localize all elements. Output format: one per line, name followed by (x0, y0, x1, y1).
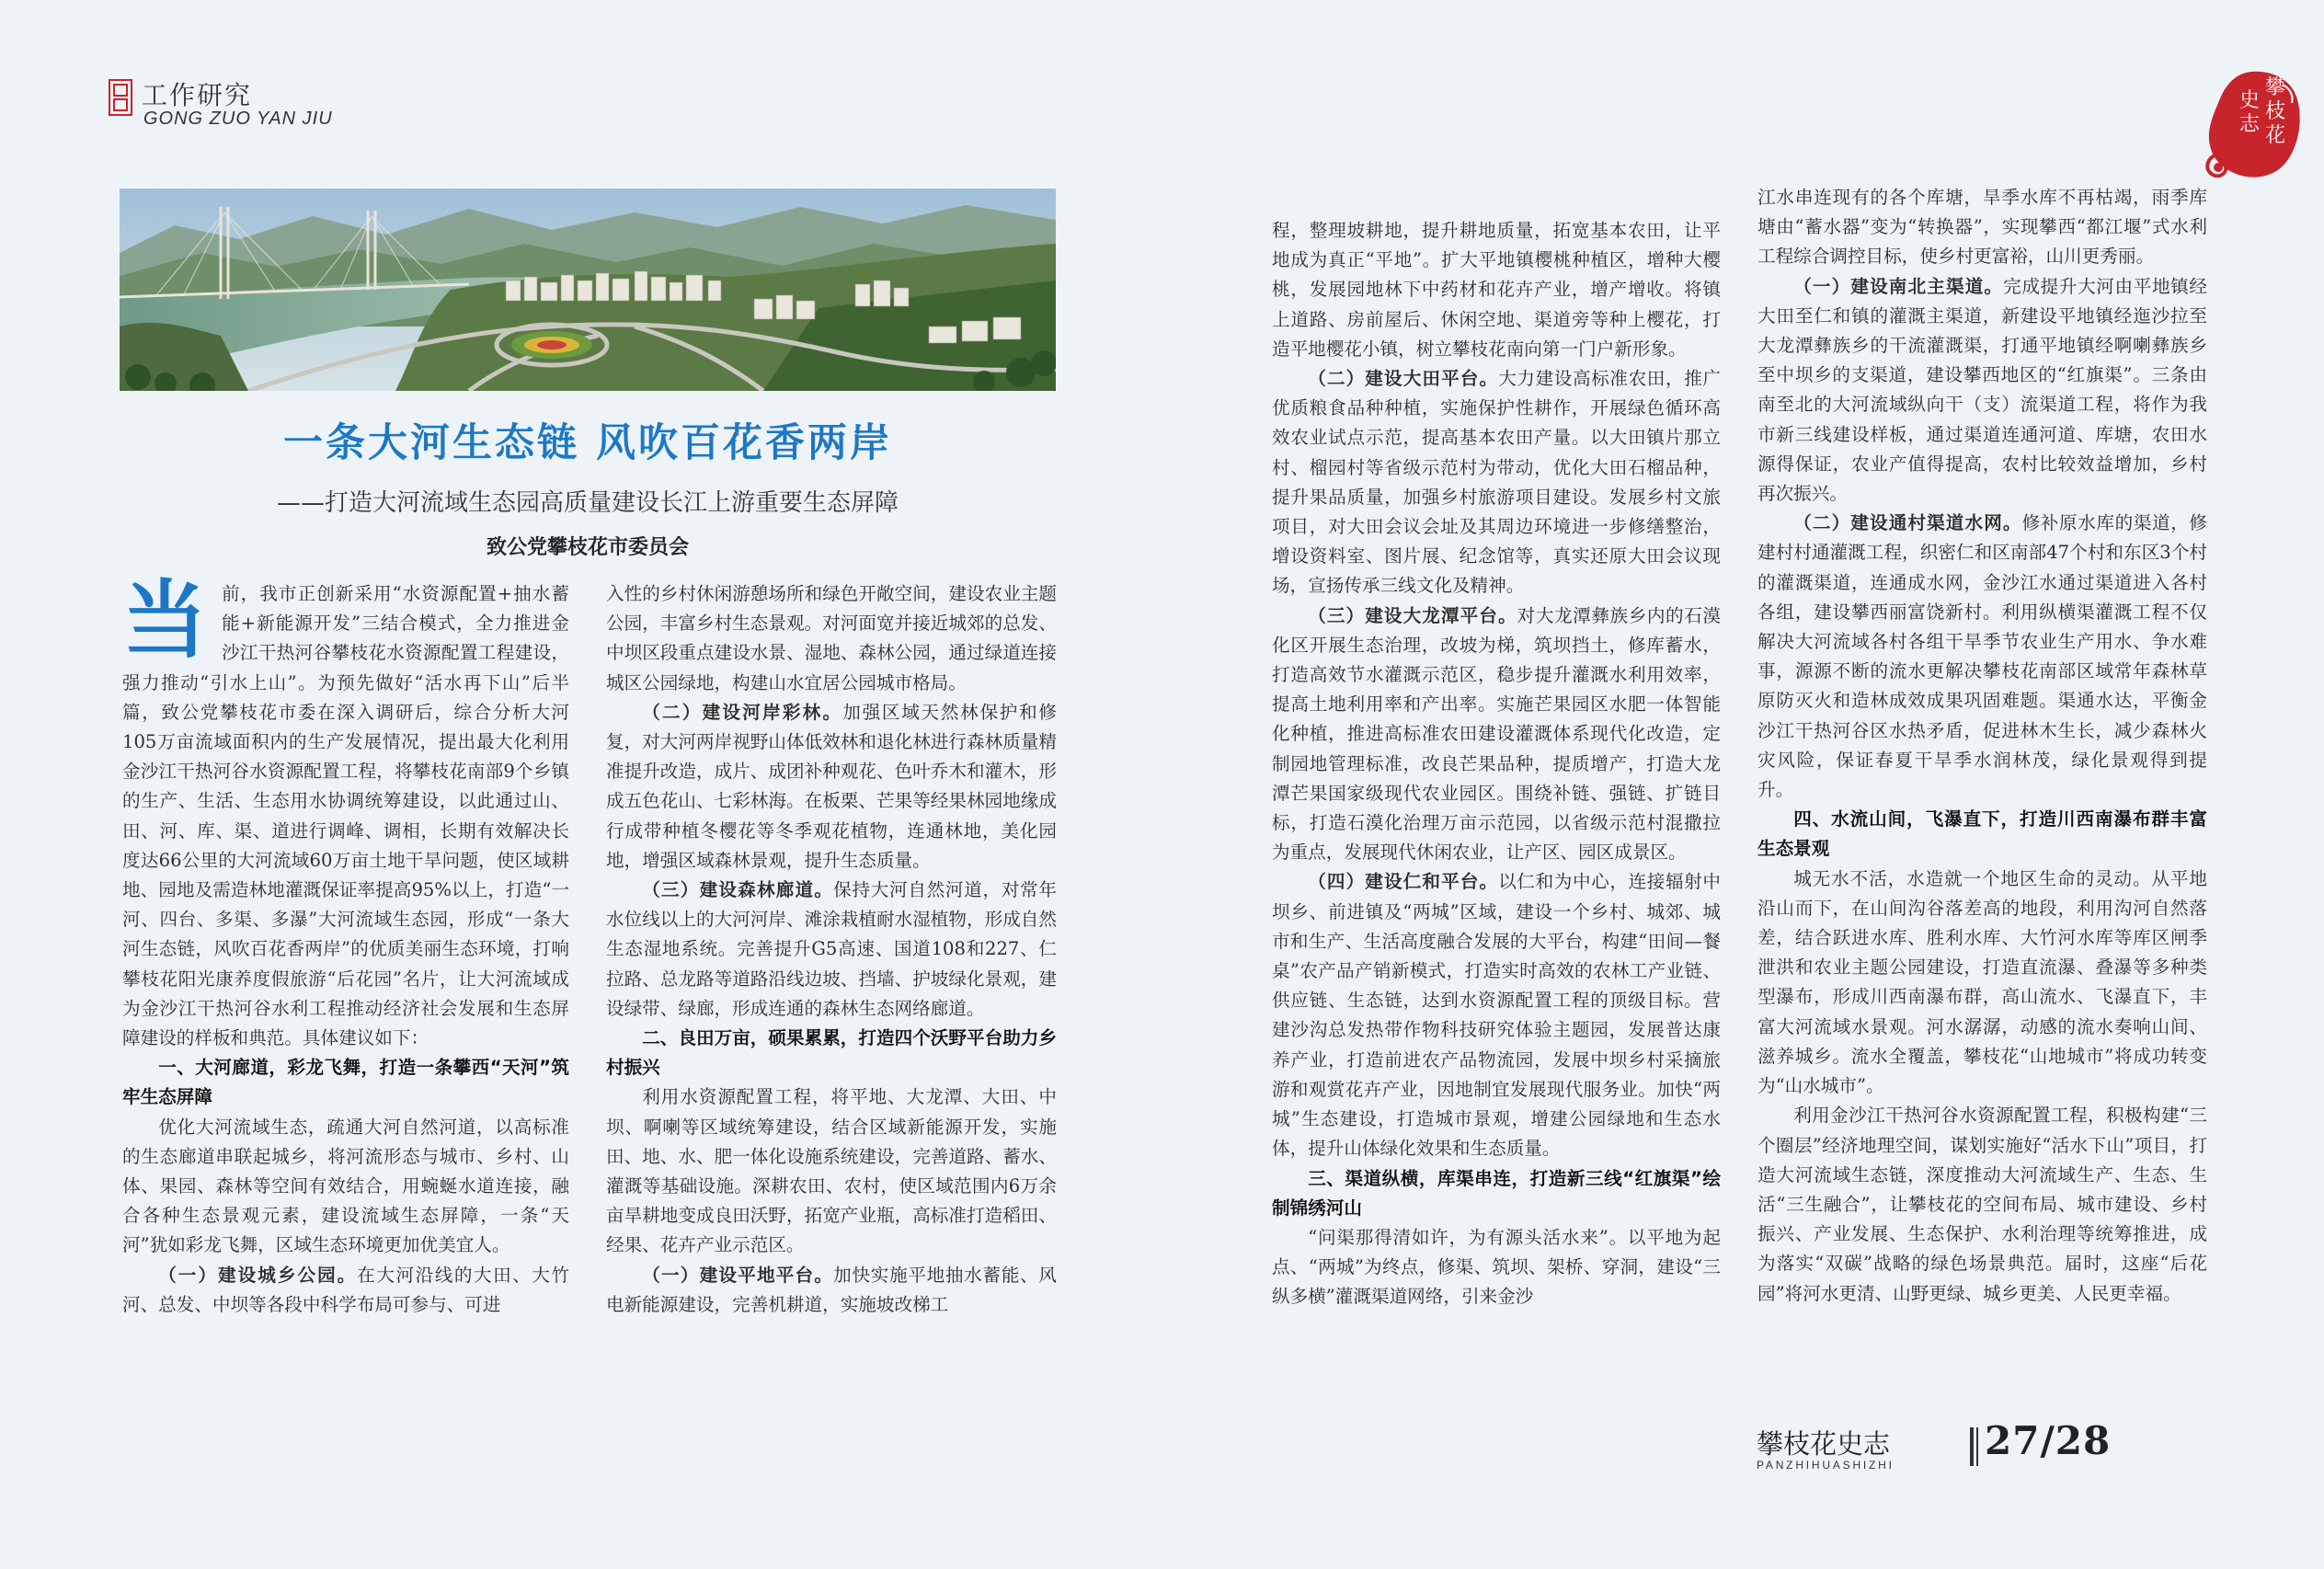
text-column-2 (606, 579, 1057, 1320)
section-heading: 二、良田万亩，硕果累累，打造四个沃野平台助力乡村振兴 (606, 1027, 1057, 1079)
paragraph: （四）建设仁和平台。以仁和为中心，连接辐射中坝乡、前进镇及“两城”区域，建设一个乡村、城郊、城市和生产、生活高度融合发展的大平台，构建“田间—餐桌”农产品产销新模式，打造实时高效的农林工产业链、供应链、生态链，达到水资源配置工程的顶级目标。营建沙沟总发热带作物科技研究体验主题园，发展普达康养产业，打造前进农产品物流园，发展中坝乡村采摘旅游和观赏花卉产业，因地制宜发展现代服务业。加快“两城”生态建设，打造城市景观，增建公园绿地和生态水体，提升山体绿化效果和生态质量。 (1272, 871, 1722, 1160)
article-subtitle: ——打造大河流域生态园高质量建设长江上游重要生态屏障 (276, 489, 899, 517)
section-heading: 三、渠道纵横，库渠串连，打造新三线“红旗渠”绘制锦绣河山 (1272, 1167, 1721, 1219)
footer-divider (1970, 1427, 1974, 1466)
section-marker-icon (109, 79, 132, 116)
paragraph: （一）建设城乡公园。在大河沿线的大田、大竹河、总发、中坝等各段中科学布局可参与、可进 (122, 1264, 569, 1315)
article-author: 致公党攀枝花市委员会 (486, 536, 689, 559)
section-pinyin: GONG ZUO YAN JIU (143, 109, 333, 129)
section-heading: 一、大河廊道，彩龙飞舞，打造一条攀西“天河”筑牢生态屏障 (122, 1057, 569, 1108)
paragraph: （二）建设通村渠道水网。修补原水库的渠道，修建村村通灌溉工程，织密仁和区南部47个村和东区3个村的灌溉渠道，连通成水网，金沙江水通过渠道进入各村各组，建设攀西丽富饶新村。利用纵横渠灌溉工程不仅解决大河流域各村各组干旱季节农业生产用水、争水难事，源源不断的流水更解决攀枝花南部区域常年森林草原防灭火和造林成效成果巩固难题。渠通水达，平衡金沙江干热河谷区水热矛盾，促进林木生长，减少森林火灾风险，保证春夏干旱季水润林茂，绿化景观得到提升。 (1757, 512, 2208, 801)
drop-cap: 当 (122, 571, 208, 670)
text-column-4 (1757, 183, 2207, 1309)
subsection-label: （二）建设大田平台。 (1308, 368, 1499, 390)
subsection-label: （一）建设城乡公园。 (158, 1264, 358, 1286)
subsection-label: （三）建设大龙潭平台。 (1308, 604, 1517, 626)
journal-name: 攀枝花史志 (1757, 1428, 1891, 1460)
paragraph: （二）建设大田平台。大力建设高标准农田，推广优质粮食品种种植，实施保护性耕作，开展绿色循环高效农业试点示范，提高基本农田产量。以大田镇片那立村、榴园村等省级示范村为带动，优化大田石榴品种，提升果品质量，加强乡村旅游项目建设。发展乡村文旅项目，对大田会议会址及其周边环境进一步修缮整治，增设资料室、图片展、纪念馆等，真实还原大田会议现场，宣扬传承三线文化及精神。 (1272, 368, 1722, 597)
paragraph: 江水串连现有的各个库塘，旱季水库不再枯竭，雨季库塘由“蓄水器”变为“转换器”，实现攀西“都江堰”式水利工程综合调控目标，使乡村更富裕，山川更秀丽。 (1757, 187, 2207, 268)
article-title: 一条大河生态链 风吹百花香两岸 (283, 420, 892, 466)
paragraph: 利用水资源配置工程，将平地、大龙潭、大田、中坝、啊喇等区域统筹建设，结合区域新能源开发，实施田、地、水、肥一体化设施系统建设，完善道路、蓄水、灌溉等基础设施。深耕农田、农村，使区域范围内6万余亩旱耕地变成良田沃野，拓宽产业瓶，高标准打造稻田、经果、花卉产业示范区。 (606, 1086, 1057, 1256)
paragraph: （三）建设大龙潭平台。对大龙潭彝族乡内的石漠化区开展生态治理，改坡为梯，筑坝挡土，修库蓄水，打造高效节水灌溉示范区，稳步提升灌溉水利用效率，提高土地利用率和产出率。实施芒果园区水肥一体智能化种植，推进高标准农田建设灌溉体系现代化改造，定制园地管理标准，改良芒果品种，提质增产，打造大龙潭芒果国家级现代农业园区。围绕补链、强链、扩链目标，打造石漠化治理万亩示范园，以省级示范村混撒拉为重点，发展现代休闲农业，让产区、园区成景区。 (1272, 604, 1722, 864)
journal-pinyin: PANZHIHUASHIZHI (1757, 1459, 1895, 1472)
page-numbers: 27/28 (1985, 1418, 2112, 1463)
subsection-label: （四）建设仁和平台。 (1308, 871, 1499, 893)
paragraph: （三）建设森林廊道。保持大河自然河道，对常年水位线以上的大河河岸、滩涂栽植耐水湿植物，形成自然生态湿地系统。完善提升G5高速、国道108和227、仁拉路、总龙路等道路沿线边坡、挡墙、护坡绿化景观，建设绿带、绿廊，形成连通的森林生态网络廊道。 (606, 879, 1058, 1019)
section-heading: 四、水流山间，飞瀑直下，打造川西南瀑布群丰富生态景观 (1757, 808, 2207, 860)
subsection-label: （一）建设平地平台。 (642, 1264, 834, 1286)
section-title: 工作研究 (142, 80, 253, 110)
subsection-label: （三）建设森林廊道。 (642, 879, 834, 901)
paragraph: 程，整理坡耕地，提升耕地质量，拓宽基本农田，让平地成为真正“平地”。扩大平地镇樱桃种植区，增种大樱桃，发展园地林下中药材和花卉产业，增产增收。将镇上道路、房前屋后、休闲空地、渠道旁等种上樱花，打造平地樱花小镇，树立攀枝花南向第一门户新形象。 (1272, 220, 1721, 360)
paragraph: 利用金沙江干热河谷水资源配置工程，积极构建“三个圈层”经济地理空间，谋划实施好“活水下山”项目，打造大河流域生态链，深度推动大河流域生产、生态、生活“三生融合”，让攀枝花的空间布局、城市建设、乡村振兴、产业发展、生态保护、水利治理等统筹推进，成为落实“双碳”战略的绿色场景典范。届时，这座“后花园”将河水更清、山野更绿、城乡更美、人民更幸福。 (1757, 1105, 2207, 1304)
paragraph: （一）建设南北主渠道。完成提升大河由平地镇经大田至仁和镇的灌溉主渠道，新建设平地镇经迤沙拉至大龙潭彝族乡的干流灌溉渠，打通平地镇经啊喇彝族乡至中坝乡的支渠道，建设攀西地区的“红旗渠”。三条由南至北的大河流域纵向干（支）流渠道工程，将作为我市新三线建设样板，通过渠道连通河道、库塘，农田水源得保证，农业产值得提高，农村比较效益增加，乡村再次振兴。 (1757, 275, 2208, 505)
paragraph: 城无水不活，水造就一个地区生命的灵动。从平地沿山而下，在山间沟谷落差高的地段，利用沟河自然落差，结合跃进水库、胜利水库、大竹河水库等库区闸季泄洪和农业主题公园建设，打造直流瀑、叠瀑等多种类型瀑布，形成川西南瀑布群，高山流水、飞瀑直下，丰富大河流域水景观。河水潺潺，动感的流水奏响山间、滋养城乡。流水全覆盖，攀枝花“山地城市”将成功转变为“山水城市”。 (1757, 867, 2207, 1097)
subsection-label: （二）建设通村渠道水网。 (1793, 512, 2022, 534)
paragraph: （一）建设平地平台。加快实施平地抽水蓄能、风电新能源建设，完善机耕道，实施坡改梯工 (606, 1264, 1058, 1315)
svg-text:攀: 攀 (2264, 76, 2286, 99)
journal-seal-logo (2198, 66, 2305, 184)
paragraph: 优化大河流域生态，疏通大河自然河道，以高标准的生态廊道串联起城乡，将河流形态与城市、乡村、山体、果园、森林等空间有效结合，用蜿蜒水道连接，融合各种生态景观元素，建设流域生态屏障，一条“天河”犹如彩龙飞舞，区域生态环境更加优美宜人。 (122, 1116, 569, 1256)
paragraph: （二）建设河岸彩林。加强区域天然林保护和修复，对大河两岸视野山体低效林和退化林进行森林质量精准提升改造，成片、成团补种观花、色叶乔木和灌木，形成五色花山、七彩林海。在板栗、芒果等经果林园地缘成行成带种植冬樱花等冬季观花植物，连通林地，美化园地，增强区域森林景观，提升生态质量。 (606, 701, 1057, 871)
paragraph: “问渠那得清如许，为有源头活水来”。以平地为起点、“两城”为终点，修渠、筑坝、架桥、穿洞，建设“三纵多横”灌溉渠道网络，引来金沙 (1272, 1226, 1721, 1308)
paragraph: 当前，我市正创新采用“水资源配置+抽水蓄能+新能源开发”三结合模式，全力推进金沙江干热河谷攀枝花水资源配置工程建设，强力推动“引水上山”。为预先做好“活水再下山”后半篇，致公党攀枝花市委在深入调研后，综合分析大河105万亩流域面积内的生产发展情况，提出最大化利用金沙江干热河谷水资源配置工程，将攀枝花南部9个乡镇的生产、生活、生态用水协调统筹建设，以此通过山、田、河、库、渠、道进行调峰、调相，长期有效解决长度达66公里的大河流域60万亩土地干旱问题，使区域耕地、园地及需造林地灌溉保证率提高95%以上，打造“一河、四台、多渠、多瀑”大河流域生态园，形成“一条大河生态链，风吹百花香两岸”的优质美丽生态环境，打响攀枝花阳光康养度假旅游“后花园”名片，让大河流域成为金沙江干热河谷水利工程推动经济社会发展和生态屏障建设的样板和典范。具体建议如下： (122, 571, 569, 1049)
svg-text:史: 史 (2238, 89, 2261, 112)
footer-divider (1976, 1427, 1978, 1466)
svg-text:花: 花 (2264, 124, 2286, 147)
article-photo-river-valley (120, 189, 1056, 391)
subsection-label: （二）建设河岸彩林。 (642, 701, 843, 723)
svg-text:志: 志 (2238, 113, 2261, 136)
paragraph: 入性的乡村休闲游憩场所和绿色开敞空间，建设农业主题公园，丰富乡村生态景观。对河面宽并接近城郊的总发、中坝区段重点建设水景、湿地、森林公园，通过绿道连接城区公园绿地，构建山水宜居公园城市格局。 (606, 583, 1057, 693)
subsection-label: （一）建设南北主渠道。 (1793, 275, 2004, 297)
text-column-1 (122, 571, 569, 1320)
svg-text:枝: 枝 (2264, 100, 2286, 123)
text-column-3 (1272, 216, 1721, 1312)
